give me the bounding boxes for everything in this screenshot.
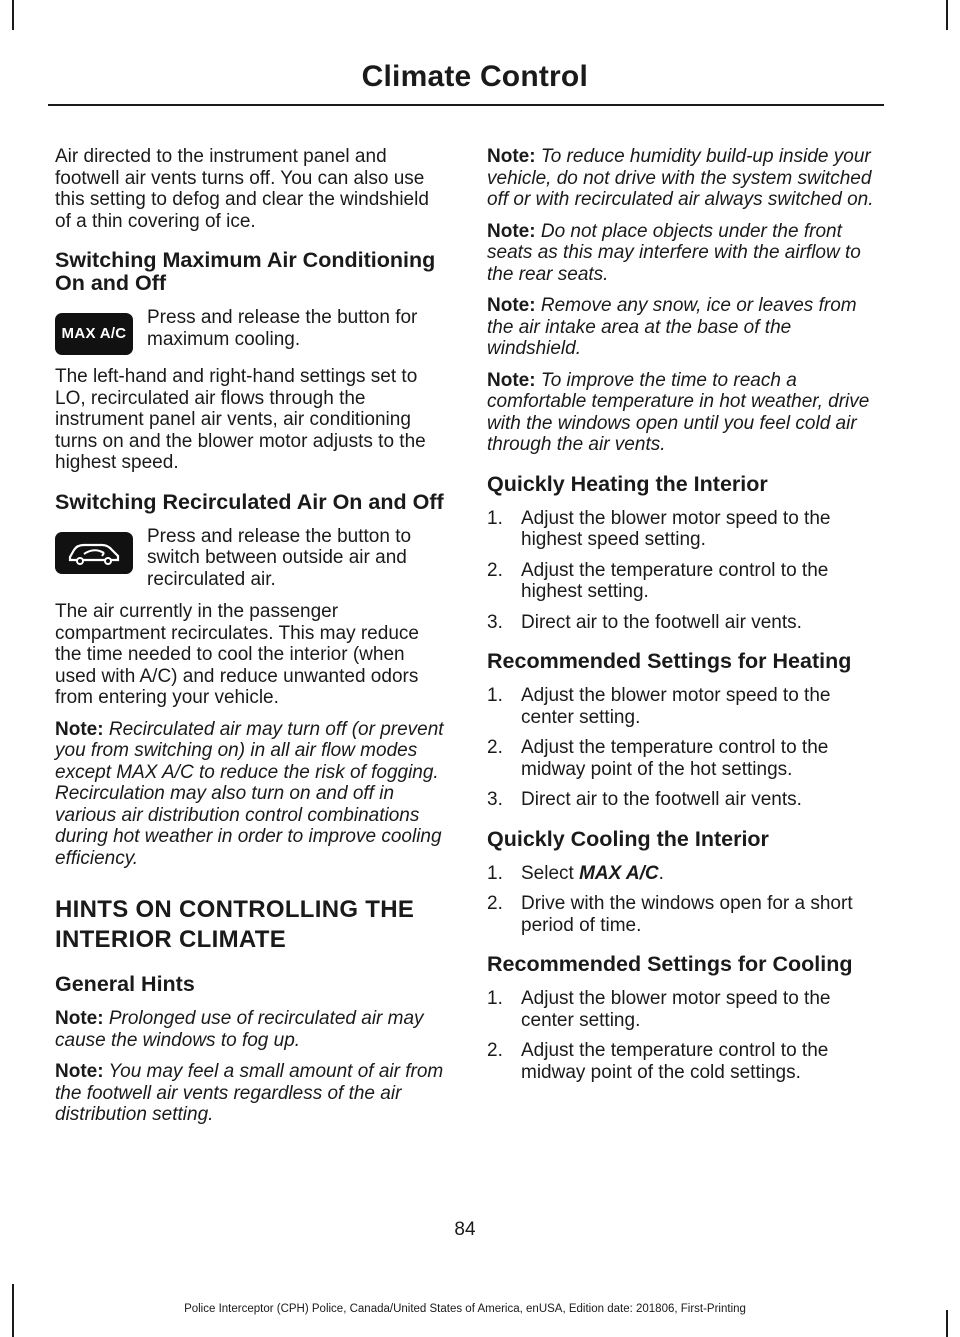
list-item-text-suffix: . (658, 862, 664, 884)
note-hot-weather (487, 370, 879, 456)
note-text: To improve the time to reach a comfortable temperature in hot weather, drive with the windows open until you feel cold air through the air vents. (487, 369, 870, 455)
recirculation-car-icon (55, 532, 133, 574)
heading-quick-cooling: Quickly Cooling the Interior (487, 826, 769, 851)
max-ac-row (55, 307, 447, 355)
crop-mark-top-right (946, 0, 948, 30)
note-air-intake (487, 295, 879, 360)
list-item (487, 893, 879, 936)
heading-quick-heating: Quickly Heating the Interior (487, 471, 768, 496)
page-number: 84 (454, 1219, 476, 1240)
list-item-number: 1. (487, 862, 503, 884)
list-item-number: 3. (487, 611, 503, 633)
note-label: Note: (487, 295, 536, 316)
list-item-number: 2. (487, 737, 503, 758)
recirc-row (55, 526, 447, 591)
footer-edition-info: Police Interceptor (CPH) Police, Canada/United States of America, enUSA, Edition date: 201806, First-Printing (184, 1303, 746, 1315)
heading-recommended-heating: Recommended Settings for Heating (487, 649, 852, 673)
header-rule (48, 104, 884, 106)
note-objects-under-seats (487, 221, 879, 286)
heading-recommended-cooling: Recommended Settings for Cooling (487, 952, 853, 976)
note-label: Note: (487, 146, 536, 167)
list-item-text: Direct air to the footwell air vents. (521, 611, 802, 633)
recirc-description: Press and release the button to switch between outside air and recirculated air. (147, 525, 412, 590)
note-label: Note: (55, 718, 104, 740)
list-recommended-cooling (487, 988, 879, 1083)
list-item-text-prefix: Select (521, 862, 580, 884)
right-column (487, 146, 879, 1095)
list-item-text: Adjust the temperature control to the midway point of the cold settings. (521, 1040, 829, 1083)
list-item (487, 685, 879, 728)
list-item-number: 2. (487, 559, 503, 581)
note-text: Remove any snow, ice or leaves from the air intake area at the base of the windshield. (487, 295, 857, 359)
heading-recirculated-air: Switching Recirculated Air On and Off (55, 489, 444, 514)
list-item-text: Adjust the blower motor speed to the center setting. (521, 988, 831, 1031)
list-item-text: Adjust the blower motor speed to the highest speed setting. (521, 507, 831, 550)
note-footwell-air (55, 1061, 447, 1126)
list-item-text: Direct air to the footwell air vents. (521, 789, 802, 810)
list-item (487, 508, 879, 551)
list-item (487, 612, 879, 634)
note-label: Note: (55, 1061, 104, 1082)
heading-hints-line-1: HINTS ON CONTROLLING THE (55, 896, 415, 923)
heading-hints-line-2: INTERIOR CLIMATE (55, 926, 287, 953)
list-recommended-heating (487, 685, 879, 811)
note-text: To reduce humidity build-up inside your vehicle, do not drive with the system switched off or with recirculated air always switched on. (487, 146, 874, 210)
note-recirculation (55, 719, 447, 870)
list-item-text: Adjust the temperature control to the highest setting. (521, 559, 829, 602)
paragraph-recirculation: The air currently in the passenger compartment recirculates. This may reduce the time needed to cool the interior (when used with A/C) and reduce unwanted odors from entering your vehicle. (55, 601, 419, 708)
list-item (487, 863, 879, 885)
list-item-number: 1. (487, 988, 503, 1009)
list-item (487, 560, 879, 603)
list-item-number: 3. (487, 789, 503, 810)
note-text: Do not place objects under the front seats as this may interfere with the airflow to the rear seats. (487, 220, 861, 285)
paragraph-max-ac-details: The left-hand and right-hand settings set to LO, recirculated air flows through the instrument panel air vents, air conditioning turns on and the blower motor adjusts to the highest speed. (55, 366, 426, 473)
crop-mark-bottom-right (946, 1310, 948, 1337)
list-item-text: Drive with the windows open for a short period of time. (521, 893, 853, 936)
max-ac-button-icon (55, 313, 133, 355)
list-item-text: Adjust the blower motor speed to the center setting. (521, 685, 831, 728)
paragraph-defog: Air directed to the instrument panel and footwell air vents turns off. You can also use this setting to defog and clear the windshield of a thin covering of ice. (55, 146, 429, 232)
list-item (487, 737, 879, 780)
note-text: Recirculated air may turn off (or prevent you from switching on) in all air flow modes except MAX A/C to reduce the risk of fogging. Recirculation may also turn on and off in various air distribution control combinations during hot weather in order to improve cooling efficiency. (55, 718, 444, 869)
note-label: Note: (487, 220, 536, 242)
note-humidity (487, 146, 879, 211)
note-text: You may feel a small amount of air from the footwell air vents regardless of the air distribution setting. (55, 1061, 444, 1125)
max-ac-icon-box (55, 307, 135, 355)
max-ac-emphasis: MAX A/C (579, 862, 659, 884)
list-item (487, 988, 879, 1031)
page-title: Climate Control (361, 60, 588, 93)
max-ac-icon-label: MAX A/C (61, 325, 127, 343)
list-item-text (521, 863, 879, 885)
list-item-number: 1. (487, 507, 503, 529)
list-quick-heating (487, 508, 879, 634)
max-ac-description: Press and release the button for maximum cooling. (147, 307, 418, 350)
recirc-icon-box (55, 526, 135, 591)
note-text: Prolonged use of recirculated air may cause the windows to fog up. (55, 1008, 424, 1051)
list-item-number: 2. (487, 893, 503, 914)
crop-mark-top-left (12, 0, 14, 30)
list-item (487, 789, 879, 811)
heading-max-ac: Switching Maximum Air Conditioning On and Off (55, 248, 436, 295)
list-item-number: 1. (487, 685, 503, 706)
list-item-number: 2. (487, 1040, 503, 1061)
heading-general-hints: General Hints (55, 972, 195, 996)
left-column (55, 146, 447, 1136)
note-fog (55, 1008, 447, 1051)
heading-hints (55, 895, 447, 955)
note-label: Note: (55, 1008, 104, 1029)
list-item-text: Adjust the temperature control to the midway point of the hot settings. (521, 737, 829, 780)
list-item (487, 1040, 879, 1083)
list-quick-cooling (487, 863, 879, 937)
note-label: Note: (487, 369, 536, 391)
